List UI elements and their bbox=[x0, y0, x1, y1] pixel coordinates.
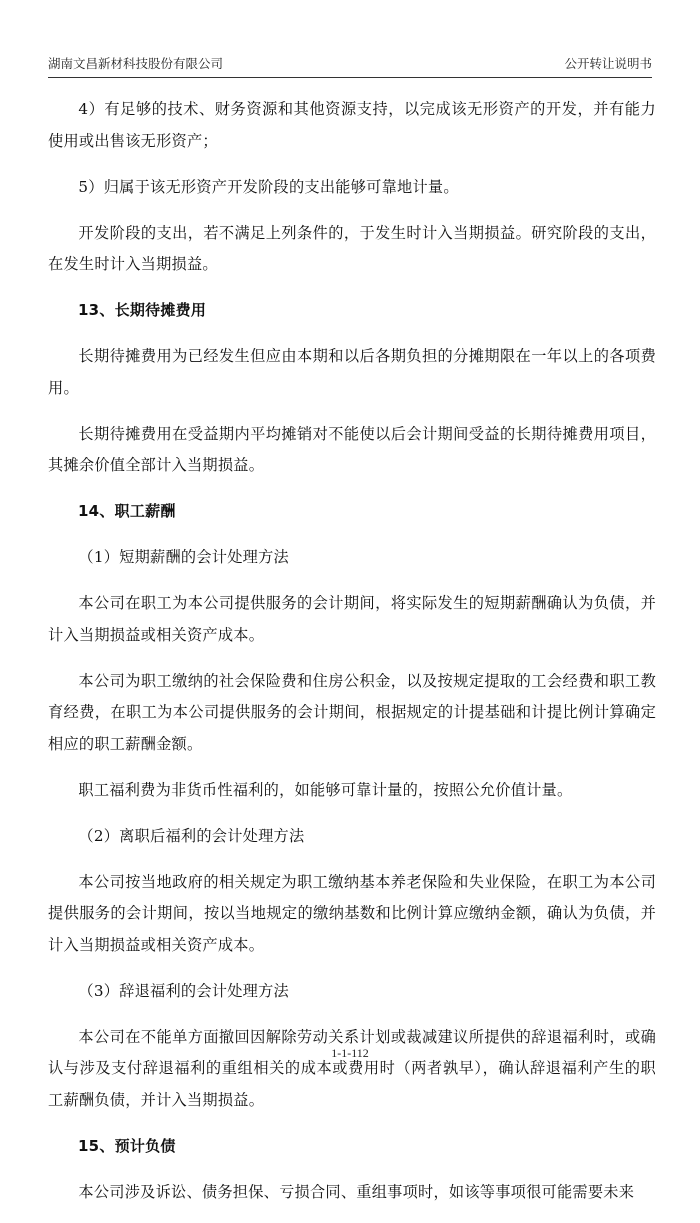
subsection-heading: （3）辞退福利的会计处理方法 bbox=[78, 981, 289, 1000]
paragraph: 4）有足够的技术、财务资源和其他资源支持，以完成该无形资产的开发，并有能力使用或出售该无形资产； bbox=[48, 100, 656, 150]
header-divider bbox=[48, 77, 652, 78]
paragraph: 长期待摊费用在受益期内平均摊销对不能使以后会计期间受益的长期待摊费用项目，其摊余价值全部计入当期损益。 bbox=[48, 424, 656, 474]
paragraph: 本公司涉及诉讼、债务担保、亏损合同、重组事项时，如该等事项很可能需要未来 bbox=[78, 1182, 635, 1201]
page-header bbox=[48, 54, 652, 74]
paragraph: 开发阶段的支出，若不满足上列条件的，于发生时计入当期损益。研究阶段的支出，在发生时计入当期损益。 bbox=[48, 223, 656, 273]
paragraph: 长期待摊费用为已经发生但应由本期和以后各期负担的分摊期限在一年以上的各项费用。 bbox=[48, 347, 656, 397]
paragraph: 本公司按当地政府的相关规定为职工缴纳基本养老保险和失业保险，在职工为本公司提供服务的会计期间，按以当地规定的缴纳基数和比例计算应缴纳金额，确认为负债，并计入当期损益或相关资产成本。 bbox=[48, 872, 656, 954]
page-number: 1-1-112 bbox=[331, 1046, 369, 1060]
section-heading: 14、职工薪酬 bbox=[78, 502, 176, 520]
subsection-heading: （1）短期薪酬的会计处理方法 bbox=[78, 548, 289, 566]
section-heading: 13、长期待摊费用 bbox=[78, 301, 207, 319]
paragraph: 职工福利费为非货币性福利的，如能够可靠计量的，按照公允价值计量。 bbox=[78, 780, 573, 799]
paragraph: 本公司为职工缴纳的社会保险费和住房公积金，以及按规定提取的工会经费和职工教育经费，在职工为本公司提供服务的会计期间，根据规定的计提基础和计提比例计算确定相应的职工薪酬金额。 bbox=[48, 671, 656, 753]
paragraph: 5）归属于该无形资产开发阶段的支出能够可靠地计量。 bbox=[78, 177, 459, 196]
paragraph: 本公司在职工为本公司提供服务的会计期间，将实际发生的短期薪酬确认为负债，并计入当期损益或相关资产成本。 bbox=[48, 594, 656, 644]
company-name: 湖南文昌新材科技股份有限公司 bbox=[48, 56, 224, 71]
section-heading: 15、预计负债 bbox=[78, 1136, 176, 1155]
document-title: 公开转让说明书 bbox=[564, 56, 652, 71]
paragraph: 本公司在不能单方面撤回因解除劳动关系计划或裁减建议所提供的辞退福利时，或确认与涉及支付辞退福利的重组相关的成本或费用时（两者孰早），确认辞退福利产生的职工薪酬负债，并计入当期损益。 bbox=[48, 1027, 656, 1109]
subsection-heading: （2）离职后福利的会计处理方法 bbox=[78, 826, 305, 845]
